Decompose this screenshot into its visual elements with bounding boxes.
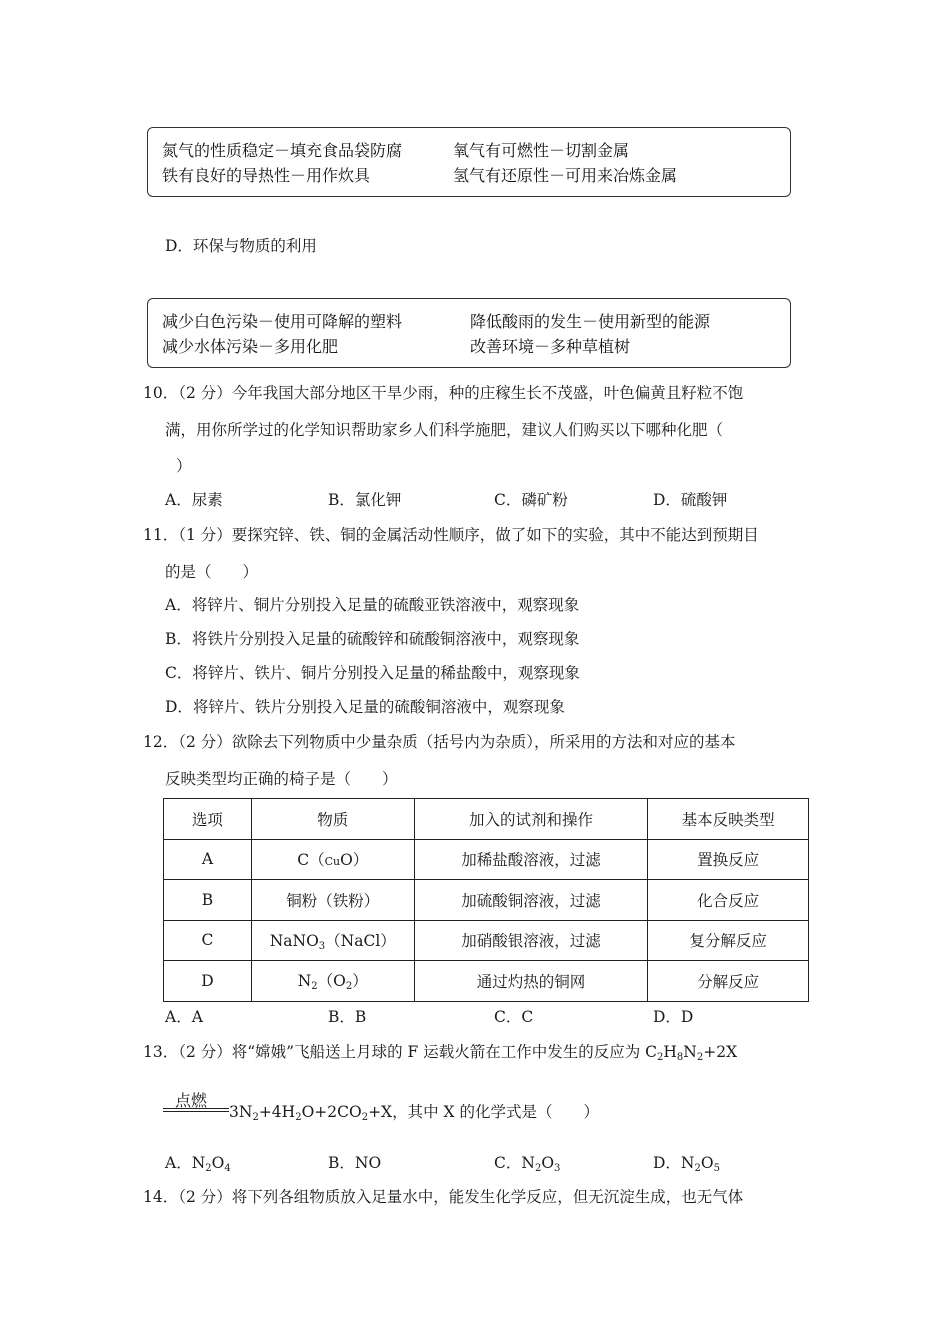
table-cell: C: [164, 920, 252, 961]
option: [653, 1151, 720, 1174]
table-cell: 加硝酸银溶液，过滤: [414, 920, 648, 961]
table-header: 选项: [164, 799, 252, 840]
formula-part: （NaCl）: [325, 931, 396, 950]
formula-part: H: [663, 1043, 677, 1061]
question-12-line: 反映类型均正确的椅子是（ ）: [165, 770, 398, 788]
formula-subscript: 2: [694, 1163, 701, 1174]
table-header-row: [164, 799, 809, 840]
option-text: O: [541, 1154, 555, 1172]
table-cell: 置换反应: [648, 839, 809, 880]
option: A．尿素: [165, 491, 223, 509]
table-cell: [251, 961, 414, 1002]
formula-part: ）: [352, 972, 368, 991]
formula-subscript: 4: [224, 1163, 231, 1174]
info-box-2: [147, 298, 791, 368]
formula-subscript: 2: [295, 1112, 302, 1123]
formula-subscript: 5: [713, 1163, 720, 1174]
table-cell: B: [164, 880, 252, 921]
box2-cell: 减少水体污染－多用化肥: [162, 337, 339, 356]
formula-part: 3N: [229, 1103, 253, 1121]
option: D．将锌片、铁片分别投入足量的硫酸铜溶液中，观察现象: [165, 698, 565, 716]
table-cell: [251, 839, 414, 880]
formula-part: NaNO: [269, 931, 319, 950]
option-text: B．NO: [328, 1154, 382, 1172]
box2-cell: 改善环境－多种草植树: [470, 337, 631, 356]
table-cell: 分解反应: [648, 961, 809, 1002]
table-row: [164, 839, 809, 880]
formula-subscript: 2: [345, 981, 353, 993]
question-14-line: 14．（2 分）将下列各组物质放入足量水中，能发生化学反应，但无沉淀生成，也无气体: [143, 1188, 744, 1206]
option: [328, 1151, 381, 1173]
formula-subscript: 2: [534, 1163, 542, 1174]
option: C．将锌片、铁片、铜片分别投入足量的稀盐酸中，观察现象: [165, 664, 580, 682]
ignition-condition: [163, 1088, 229, 1116]
question-11-line: 的是（ ）: [165, 563, 259, 581]
equals-line: [163, 1111, 229, 1112]
question-12-line: 12．（2 分）欲除去下列物质中少量杂质（括号内为杂质），所采用的方法和对应的基本: [143, 733, 736, 751]
option-d-label: D．环保与物质的利用: [165, 237, 317, 255]
formula-part: +X，其中 X 的化学式是（ ）: [368, 1103, 599, 1121]
equals-line: [163, 1108, 229, 1109]
formula-subscript: 2: [657, 1052, 664, 1063]
formula-subscript: 2: [252, 1112, 259, 1123]
box1-cell: 氮气的性质稳定－填充食品袋防腐: [162, 141, 403, 160]
question-10-line: 10．（2 分）今年我国大部分地区干旱少雨，种的庄稼生长不茂盛，叶色偏黄且籽粒不饱: [143, 384, 744, 402]
option: D．D: [653, 1008, 694, 1026]
option: C．C: [494, 1008, 534, 1026]
question-10-line: 满，用你所学过的化学知识帮助家乡人们科学施肥，建议人们购买以下哪种化肥（: [165, 421, 724, 439]
formula-subscript: 8: [676, 1052, 684, 1063]
formula-part: N: [297, 972, 312, 991]
option-text: O: [211, 1154, 225, 1172]
option: B．氯化钾: [328, 491, 402, 509]
box2-cell: 降低酸雨的发生－使用新型的能源: [470, 312, 711, 331]
formula-subscript: 3: [318, 940, 326, 952]
option: C．磷矿粉: [494, 491, 568, 509]
formula-subscript: 2: [205, 1163, 212, 1174]
box1-cell: 铁有良好的导热性－用作炊具: [162, 166, 371, 185]
table-header: 加入的试剂和操作: [414, 799, 648, 840]
table-cell: 通过灼热的铜网: [414, 961, 648, 1002]
table-header: 基本反映类型: [648, 799, 809, 840]
option: D．硫酸钾: [653, 491, 728, 509]
question-13-line: [143, 1040, 737, 1063]
formula-part: （O: [317, 972, 346, 991]
q13-text: 13．（2 分）将“嫦娥”飞船送上月球的 F 运载火箭在工作中发生的反应为 C: [143, 1043, 658, 1061]
box1-cell: 氢气有还原性－可用来冶炼金属: [453, 166, 678, 185]
info-box-1: [147, 127, 791, 197]
impurity-table: [163, 798, 809, 1002]
option: A．A: [165, 1008, 203, 1026]
formula-subscript: 2: [311, 981, 318, 993]
option: B．将铁片分别投入足量的硫酸锌和硫酸铜溶液中，观察现象: [165, 630, 580, 648]
table-cell: 铜粉（铁粉）: [251, 880, 414, 921]
formula-part: +2X: [703, 1043, 738, 1061]
table-cell: 加稀盐酸溶液，过滤: [414, 839, 648, 880]
option-text: O: [700, 1154, 714, 1172]
table-cell: [251, 920, 414, 961]
option: A．将锌片、铜片分别投入足量的硫酸亚铁溶液中，观察现象: [165, 596, 580, 614]
box2-cell: 减少白色污染－使用可降解的塑料: [162, 312, 403, 331]
option-text: C．N: [494, 1154, 535, 1172]
formula-part: N: [683, 1043, 697, 1061]
question-10-line: ）: [176, 457, 192, 475]
formula-part: C（: [297, 851, 325, 870]
equation-products: [229, 1100, 599, 1123]
formula-subscript: 2: [696, 1052, 704, 1063]
formula-part: O+2CO: [301, 1103, 362, 1121]
formula-subscript: 3: [554, 1163, 561, 1174]
formula-part: O）: [340, 851, 369, 870]
option-text: D．N: [653, 1154, 695, 1172]
option: [494, 1151, 560, 1174]
option-text: A．N: [165, 1154, 206, 1172]
table-cell: 复分解反应: [648, 920, 809, 961]
formula-part: Cu: [324, 855, 341, 869]
option: [165, 1151, 231, 1174]
box1-cell: 氧气有可燃性－切割金属: [453, 141, 630, 160]
table-cell: D: [164, 961, 252, 1002]
ignite-label: 点燃: [175, 1091, 208, 1110]
table-cell: 化合反应: [648, 880, 809, 921]
option: B．B: [328, 1008, 367, 1026]
table-row: [164, 920, 809, 961]
table-cell: 加硫酸铜溶液，过滤: [414, 880, 648, 921]
table-header: 物质: [251, 799, 414, 840]
formula-part: +4H: [258, 1103, 296, 1121]
formula-subscript: 2: [361, 1112, 369, 1123]
table-row: [164, 961, 809, 1002]
table-cell: A: [164, 839, 252, 880]
table-row: [164, 880, 809, 921]
question-11-line: 11．（1 分）要探究锌、铁、铜的金属活动性顺序，做了如下的实验，其中不能达到预期目: [143, 526, 759, 544]
